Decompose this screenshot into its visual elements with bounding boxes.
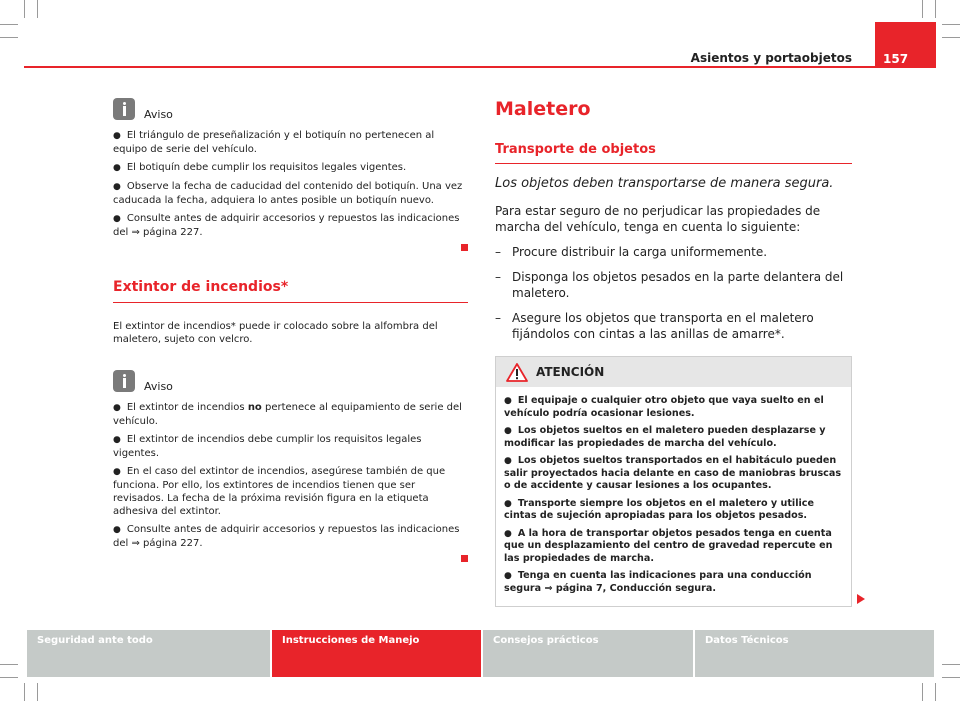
intro-text: Para estar seguro de no perjudicar las propiedades de marcha del vehículo, tenga en cuenta lo siguiente: bbox=[495, 204, 821, 234]
info-icon bbox=[113, 370, 135, 392]
note-item bbox=[113, 401, 468, 428]
list-text: Disponga los objetos pesados en la parte delantera del maletero. bbox=[512, 270, 844, 300]
bullet: ● bbox=[113, 525, 121, 535]
aviso-title: Aviso bbox=[144, 380, 173, 393]
aviso-heading bbox=[113, 96, 468, 121]
warning-text: A la hora de transportar objetos pesados tenga en cuenta que un desplazamiento del centro de gravedad repercute en las propiedades de marcha. bbox=[504, 527, 833, 564]
note-emphasis: no bbox=[247, 402, 262, 413]
list-item bbox=[495, 244, 852, 260]
aviso-title: Aviso bbox=[144, 108, 173, 121]
warning-item bbox=[504, 528, 843, 566]
note-item bbox=[113, 523, 468, 550]
note-text: pertenece al equipamiento de serie del vehículo. bbox=[113, 402, 462, 427]
list-text: Procure distribuir la carga uniformemente. bbox=[512, 245, 768, 259]
extintor-text: El extintor de incendios* puede ir colocado sobre la alfombra del maletero, sujeto con velcro. bbox=[113, 321, 438, 345]
crop-mark bbox=[24, 0, 25, 18]
note-item bbox=[113, 433, 468, 460]
crop-mark bbox=[0, 24, 18, 25]
bullet: ● bbox=[504, 498, 512, 509]
bullet: ● bbox=[113, 163, 121, 173]
end-of-section-mark bbox=[461, 244, 468, 251]
warning-title: ATENCIÓN bbox=[536, 365, 605, 379]
warning-triangle-icon bbox=[506, 363, 528, 382]
footer-tab-datos[interactable]: Datos Técnicos bbox=[695, 630, 934, 677]
warning-text: Tenga en cuenta las indicaciones para una conducción segura ⇒ página 7, Conducción segura. bbox=[504, 570, 812, 594]
bullet: ● bbox=[113, 403, 121, 413]
section-title-transporte: Transporte de objetos bbox=[495, 142, 656, 157]
bullet: ● bbox=[504, 571, 512, 581]
info-icon bbox=[113, 98, 135, 120]
chapter-title: Maletero bbox=[495, 98, 591, 120]
note-item bbox=[113, 161, 468, 175]
crop-mark bbox=[0, 677, 18, 678]
crop-mark bbox=[935, 683, 936, 701]
bullet: ● bbox=[113, 214, 121, 224]
warning-box bbox=[495, 356, 852, 607]
list-item bbox=[495, 310, 852, 342]
note-item bbox=[113, 465, 468, 518]
warning-text: Los objetos sueltos en el maletero pueden desplazarse y modificar las propiedades de marcha del vehículo. bbox=[504, 425, 826, 449]
dash-marker: – bbox=[495, 270, 501, 284]
crop-mark bbox=[24, 683, 25, 701]
crop-mark bbox=[942, 37, 960, 38]
footer-tab-seguridad[interactable]: Seguridad ante todo bbox=[27, 630, 270, 677]
warning-item bbox=[504, 570, 843, 595]
warning-item bbox=[504, 455, 843, 493]
crop-mark bbox=[942, 24, 960, 25]
footer-tab-consejos[interactable]: Consejos prácticos bbox=[483, 630, 693, 677]
page-number: 157 bbox=[875, 22, 936, 68]
crop-mark bbox=[935, 0, 936, 18]
note-item bbox=[113, 212, 468, 239]
footer-tab-instrucciones[interactable]: Instrucciones de Manejo bbox=[272, 630, 481, 677]
note-text: El extintor de incendios debe cumplir los requisitos legales vigentes. bbox=[113, 434, 422, 459]
warning-body bbox=[496, 387, 851, 606]
right-column bbox=[495, 96, 852, 607]
warning-item bbox=[504, 498, 843, 523]
end-of-section-mark bbox=[461, 555, 468, 562]
dash-marker: – bbox=[495, 311, 501, 325]
left-column bbox=[113, 96, 468, 562]
section-rule bbox=[113, 302, 468, 303]
bullet: ● bbox=[504, 426, 512, 436]
warning-header bbox=[496, 357, 851, 387]
warning-text: El equipaje o cualquier otro objeto que vaya suelto en el vehículo podría ocasionar lesiones. bbox=[504, 395, 824, 419]
crop-mark bbox=[37, 683, 38, 701]
lead-text: Los objetos deben transportarse de manera segura. bbox=[495, 176, 834, 191]
dash-marker: – bbox=[495, 245, 501, 259]
crop-mark bbox=[0, 664, 18, 665]
crop-mark bbox=[942, 677, 960, 678]
note-text: En el caso del extintor de incendios, asegúrese también de que funciona. Por ello, los extintores de incendios tienen que ser revisados. La fecha de la próxima revisión figura en la etiqueta adhesiva del extintor. bbox=[113, 466, 446, 517]
bullet: ● bbox=[504, 456, 512, 466]
section-rule bbox=[495, 163, 852, 164]
warning-text: Los objetos sueltos transportados en el habitáculo pueden salir proyectados hacia delante en caso de maniobras bruscas o de accidente y causar lesiones a los ocupantes. bbox=[504, 455, 842, 491]
note-text: El botiquín debe cumplir los requisitos legales vigentes. bbox=[126, 162, 407, 173]
section-title-extintor: Extintor de incendios* bbox=[113, 279, 289, 295]
warning-text: Transporte siempre los objetos en el maletero y utilice cintas de sujeción apropiadas para los objetos pesados. bbox=[504, 497, 814, 521]
aviso-heading bbox=[113, 368, 468, 393]
crop-mark bbox=[922, 0, 923, 18]
bullet: ● bbox=[113, 467, 121, 477]
bullet: ● bbox=[113, 131, 121, 141]
note-text: Observe la fecha de caducidad del contenido del botiquín. Una vez caducada la fecha, adquiera lo antes posible un botiquín nuevo. bbox=[113, 181, 463, 206]
header-section-title: Asientos y portaobjetos bbox=[690, 51, 852, 65]
note-item bbox=[113, 180, 468, 207]
crop-mark bbox=[942, 664, 960, 665]
note-text: Consulte antes de adquirir accesorios y repuestos las indicaciones del ⇒ página 227. bbox=[113, 213, 460, 238]
list-item bbox=[495, 269, 852, 301]
crop-mark bbox=[922, 683, 923, 701]
note-item bbox=[113, 129, 468, 156]
header-rule bbox=[24, 66, 936, 68]
note-text: Consulte antes de adquirir accesorios y repuestos las indicaciones del ⇒ página 227. bbox=[113, 524, 460, 549]
warning-item bbox=[504, 395, 843, 420]
bullet: ● bbox=[504, 396, 512, 406]
bullet: ● bbox=[113, 435, 121, 445]
note-text: El triángulo de preseñalización y el botiquín no pertenecen al equipo de serie del vehículo. bbox=[113, 130, 435, 155]
list-text: Asegure los objetos que transporta en el maletero fijándolos con cintas a las anillas de amarre*. bbox=[512, 311, 814, 341]
warning-item bbox=[504, 425, 843, 450]
note-text: El extintor de incendios bbox=[126, 402, 248, 413]
bullet: ● bbox=[113, 182, 121, 192]
continue-arrow-icon bbox=[857, 594, 865, 604]
crop-mark bbox=[0, 37, 18, 38]
crop-mark bbox=[37, 0, 38, 18]
footer-nav bbox=[27, 630, 936, 677]
bullet: ● bbox=[504, 528, 512, 539]
